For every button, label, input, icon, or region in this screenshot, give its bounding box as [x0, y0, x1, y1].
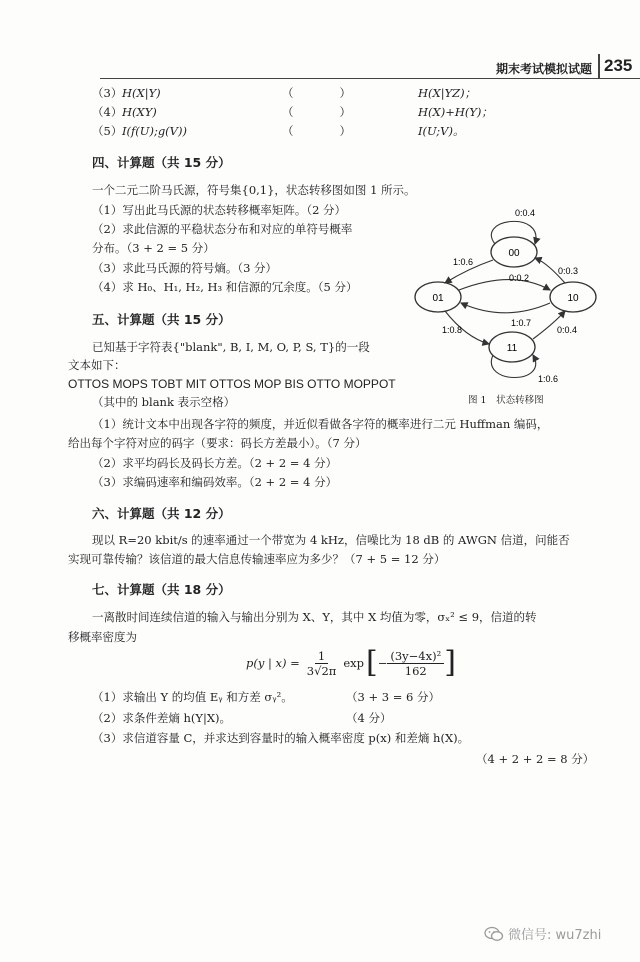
- section5-note: （其中的 blank 表示空格）: [92, 395, 236, 409]
- edge-10-01: [461, 303, 550, 313]
- wechat-icon: [484, 926, 504, 942]
- watermark: [484, 924, 601, 943]
- page-number: 235: [604, 56, 633, 75]
- state-label-11: 11: [506, 343, 518, 354]
- section4-q3: （3）求此马氏源的符号熵。（3 分）: [92, 261, 278, 275]
- formula-minus: −: [377, 656, 388, 670]
- section5-q3: （3）求编码速率和编码效率。（2 + 2 = 4 分）: [92, 475, 338, 489]
- option-left: H(X|Y): [122, 86, 161, 100]
- edge-label: 1:0.8: [442, 325, 463, 335]
- section7-q1-score: （3 + 3 = 6 分）: [346, 690, 440, 704]
- section7-q3: （3）求信道容量 C，并求达到容量时的输入概率密度 p(x) 和差熵 h(X)。: [92, 731, 470, 745]
- edge-label: 0:0.2: [509, 273, 530, 283]
- header-rule: [100, 78, 640, 79]
- header-title: 期末考试模拟试题: [496, 62, 593, 76]
- formula-exp: exp: [343, 656, 364, 670]
- edge-01-10: [459, 280, 550, 291]
- section7-q2: （2）求条件差熵 h(Y|X)。: [92, 711, 232, 725]
- formula-coef-den: 3√2π: [306, 663, 337, 678]
- option-num: （4）: [92, 105, 123, 119]
- section4-q4: （4）求 H₀、H₁, H₂, H₃ 和信源的冗余度。（5 分）: [92, 280, 358, 294]
- section4-q2b: 分布。（3 + 2 = 5 分）: [92, 241, 215, 255]
- formula-coef-num: 1: [315, 649, 328, 664]
- edge-label: 1:0.6: [538, 374, 559, 384]
- formula-inner-num: (3y−4x)²: [387, 649, 444, 664]
- header-divider: [598, 54, 600, 78]
- option-num: （3）: [92, 86, 123, 100]
- section6-line1: 现以 R=20 kbit/s 的速率通过一个带宽为 4 kHz，信噪比为 18 dB 的 AWGN 信道，问能否: [92, 533, 570, 547]
- state-label-00: 00: [508, 248, 520, 259]
- formula-coef: [304, 649, 340, 678]
- edge-label: 1:0.7: [511, 318, 532, 328]
- section7-line1: 一离散时间连续信道的输入与输出分别为 X、Y，其中 X 均值为零，σₓ² ≤ 9，信道的转: [92, 610, 537, 624]
- option-right: I(U;V)。: [418, 124, 465, 138]
- section5-heading: 五、计算题（共 15 分）: [92, 312, 231, 327]
- option-paren: （ ）: [282, 105, 351, 119]
- option-right: H(X|YZ)；: [418, 86, 477, 100]
- option-paren: （ ）: [282, 124, 351, 138]
- edge-label: 0:0.3: [558, 266, 579, 276]
- state-label-10: 10: [567, 293, 579, 304]
- edge-label: 0:0.4: [515, 208, 536, 218]
- option-num: （5）: [92, 124, 123, 138]
- formula-bracket-close: ]: [444, 645, 456, 680]
- section4-heading: 四、计算题（共 15 分）: [92, 155, 231, 170]
- formula-lhs: p(y | x) =: [246, 656, 300, 670]
- section6-heading: 六、计算题（共 12 分）: [92, 506, 231, 521]
- section5-q1b: 给出每个字符对应的码字（要求：码长方差最小）。（7 分）: [68, 436, 367, 450]
- section5-q1a: （1）统计文本中出现各字符的频度，并近似看做各字符的概率进行二元 Huffman 编码，: [92, 417, 549, 431]
- section7-q3-score: （4 + 2 + 2 = 8 分）: [476, 752, 595, 766]
- watermark-text: 微信号: wu7zhi: [508, 928, 602, 943]
- state-transition-diagram: [395, 200, 625, 410]
- option-left: H(XY): [122, 105, 157, 119]
- formula-inner: [387, 649, 444, 678]
- edge-label: 1:0.6: [453, 257, 474, 267]
- section7-q2-score: （4 分）: [346, 711, 392, 725]
- section5-text: OTTOS MOPS TOBT MIT OTTOS MOP BIS OTTO MOPPOT: [68, 377, 396, 391]
- section4-q2a: （2）求此信源的平稳状态分布和对应的单符号概率: [92, 222, 353, 236]
- figure-caption: 图 1 状态转移图: [468, 395, 544, 406]
- section5-intro-b: 文本如下：: [68, 358, 126, 372]
- section4-q1: （1）写出此马氏源的状态转移概率矩阵。（2 分）: [92, 203, 347, 217]
- formula-inner-den: 162: [404, 663, 427, 678]
- option-left: I(f(U);g(V)): [122, 124, 187, 138]
- section7-heading: 七、计算题（共 18 分）: [92, 582, 231, 597]
- section7-line2: 移概率密度为: [68, 630, 137, 644]
- section7-q1: （1）求输出 Y 的均值 Eᵧ 和方差 σᵧ²。: [92, 690, 293, 704]
- edge-label: 0:0.4: [557, 325, 578, 335]
- section6-line2: 实现可靠传输？该信道的最大信息传输速率应为多少？（7 + 5 = 12 分）: [68, 552, 446, 566]
- option-paren: （ ）: [282, 86, 351, 100]
- section4-intro: 一个二元二阶马氏源，符号集{0,1}，状态转移图如图 1 所示。: [92, 183, 416, 197]
- section5-intro-a: 已知基于字符表{"blank", B, I, M, O, P, S, T}的一段: [92, 340, 370, 354]
- formula-bracket-open: [: [365, 645, 378, 680]
- pdf-formula: [246, 645, 456, 680]
- option-right: H(X)+H(Y)；: [418, 105, 493, 119]
- section5-q2: （2）求平均码长及码长方差。（2 + 2 = 4 分）: [92, 456, 338, 470]
- state-label-01: 01: [432, 293, 444, 304]
